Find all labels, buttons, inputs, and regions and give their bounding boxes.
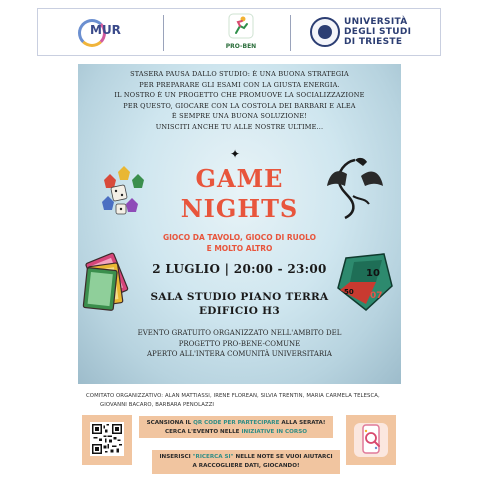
genres [138,232,341,254]
d20-number-50: 50 [344,288,354,296]
intro-line: IL NOSTRO È UN PROGETTO CHE PROMUOVE LA SOCIALIZZAZIONE [114,91,365,99]
qr-instructions-line [143,419,329,428]
genres-line: GIOCO DA TAVOLO, GIOCO DI RUOLO [162,233,317,242]
title-nights: NIGHTS [180,194,299,223]
title-game: GAME [195,164,284,193]
sparkle-icon: ✦ [230,147,241,161]
qr-code-panel[interactable] [82,415,132,465]
qr-instructions [139,416,333,438]
units-logo-text [344,17,411,47]
units-line-3: DI TRIESTE [344,37,403,47]
venue-line-1: SALA STUDIO PIANO TERRA [150,291,329,303]
units-line-2: DEGLI STUDI [344,27,412,37]
intro-line: PER PREPARARE GLI ESAMI CON LA GIUSTA ENERGIA. [139,80,340,89]
d20-number-10: 10 [366,268,380,279]
msg-highlight: QR CODE PER PARTECIPARE [193,420,280,426]
runner-icon [228,13,254,39]
research-note [152,450,340,474]
msg-text: CERCA L'EVENTO NELLE [164,429,242,435]
committee-line: COMITATO ORGANIZZATIVO: ALAN MATTIASSI, IRENE FLOREAN, SILVIA TRENTIN, MARIA CARMELA TELESCA, [86,393,380,399]
intro-line: STASERA PAUSA DALLO STUDIO: È UNA BUONA STRATEGIA [130,70,349,78]
qr-instructions-line [143,428,329,437]
intro-line: PER QUESTO, GIOCARE CON LA COSTOLA DEI BARBARI E ALEA [123,101,356,110]
university-seal-icon [310,17,340,47]
organizing-committee [86,392,402,410]
genres-line: E MOLTO ALTRO [206,244,273,253]
mur-logo-text: MUR [90,23,121,37]
note-line: EVENTO GRATUITO ORGANIZZATO NELL'AMBITO DEL [137,329,342,337]
msg-text: ALLA SERATA! [279,420,326,426]
event-datetime: 2 LUGLIO | 20:00 - 23:00 [152,262,327,276]
msg-text: INSERISCI [159,454,193,460]
research-note-line [156,453,336,462]
phone-search-icon [354,423,388,457]
msg-highlight: INIZIATIVE IN CORSO [241,429,307,435]
event-note [108,328,371,360]
intro-line: È SEMPRE UNA BUONA SOLUZIONE! [171,112,308,120]
proben-logo [216,13,266,53]
note-line: APERTO ALL'INTERA COMUNITÀ UNIVERSITARIA [147,350,332,358]
logo-divider [290,15,291,51]
poster-intro [86,69,393,132]
d20-dice-icon [336,252,394,312]
msg-text: SCANSIONA IL [146,420,194,426]
mur-logo [78,13,138,53]
event-poster [78,64,401,384]
units-line-1: UNIVERSITÀ [344,17,408,27]
msg-text: NELLE NOTE SE VUOI AIUTARCI [233,454,333,460]
committee-line: GIOVANNI BACARO, BARBARA PENOLAZZI [100,402,215,408]
logo-divider [163,15,164,51]
intro-line: UNISCITI ANCHE TU ALLE NOSTRE ULTIME... [155,122,324,131]
msg-highlight: "RICERCA SI" [192,454,234,460]
logo-strip [37,8,441,56]
proben-logo-text: PRO-BEN [225,43,257,50]
note-line: PROGETTO PRO-BENE-COMUNE [178,339,301,348]
phone-panel [346,415,396,465]
research-note-line: A RACCOGLIERE DATI, GIOCANDO! [192,463,300,469]
venue-line-2: EDIFICIO H3 [199,305,280,317]
units-logo [310,13,438,53]
qr-code-icon[interactable] [90,422,124,456]
d20-number-07: 07 [370,291,383,301]
